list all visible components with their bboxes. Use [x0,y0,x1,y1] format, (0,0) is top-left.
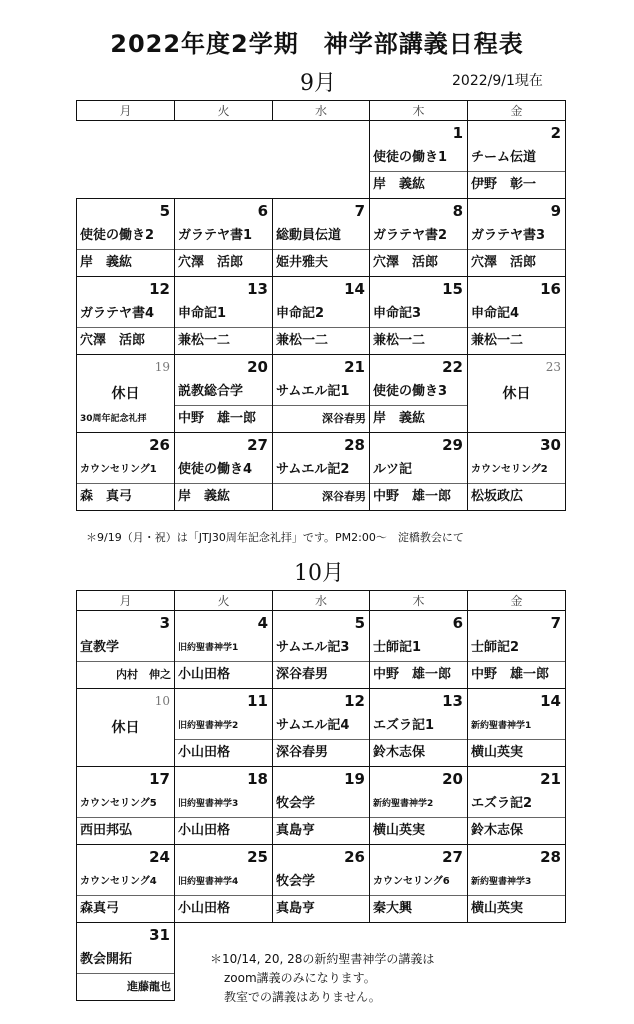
empty-cell [468,923,566,1001]
course-name: ガラテヤ書1 [175,223,272,250]
week-row [77,845,566,923]
october-note-line: 教室での講義はありません。 [224,990,381,1004]
lecturer-name: 穴澤 活郎 [373,255,439,270]
day-cell-oct-12 [273,689,370,767]
course-name: 使徒の働き2 [77,223,174,250]
course-name: 旧約聖書神学1 [175,635,272,662]
lecturer-name: 中野 雄一郎 [471,667,550,682]
day-cell-oct-17 [77,767,175,845]
day-number: 2 [550,124,561,142]
day-cell-oct-5 [273,611,370,689]
day-cell-sep-8 [370,199,468,277]
course-name: 士師記1 [370,635,467,662]
week-row [77,199,566,277]
day-number: 23 [545,360,561,374]
day-number: 25 [247,848,268,866]
lecturer-name: 小山田格 [178,745,231,760]
course-name: カウンセリング5 [77,791,174,818]
lecturer-name: 穴澤 活郎 [178,255,244,270]
day-number: 17 [149,770,170,788]
september-calendar [76,100,566,511]
day-cell-oct-4 [175,611,273,689]
day-cell-oct-21 [468,767,566,845]
weekday-mon: 月 [77,591,175,611]
weekday-mon: 月 [77,101,175,121]
course-name: カウンセリング4 [77,869,174,896]
lecturer-name: 鈴木志保 [471,823,524,838]
day-number: 7 [354,202,365,220]
course-name: サムエル記2 [273,457,369,484]
day-cell-oct-13 [370,689,468,767]
day-cell-oct-26 [273,845,370,923]
day-cell-oct-28 [468,845,566,923]
lecturer-name: 深谷春男 [322,490,366,503]
day-cell-sep-26 [77,433,175,511]
month-label-october: 10月 [294,561,344,586]
course-name: 旧約聖書神学3 [175,791,272,818]
day-number: 24 [149,848,170,866]
month-label-september: 9月 [300,71,336,96]
lecturer-name: 真島亨 [276,901,316,916]
day-number: 10 [154,694,170,708]
course-name: 宣教学 [77,635,174,662]
october-note-line: zoom講義のみになります。 [224,971,376,985]
holiday-label: 休日 [111,386,140,402]
course-name: ガラテヤ書4 [77,301,174,328]
course-name: サムエル記3 [273,635,369,662]
course-name: 申命記4 [468,301,565,328]
day-number: 31 [149,926,170,944]
september-note: ＊9/19（月・祝）は「JTJ30周年記念礼拝」です。PM2:00～ 淀橋教会にて [86,531,464,544]
course-name: 申命記2 [273,301,369,328]
day-number: 5 [354,614,365,632]
course-name: 旧約聖書神学2 [175,713,272,740]
day-cell-sep-15 [370,277,468,355]
day-cell-oct-10 [77,689,175,767]
october-calendar [76,590,566,1001]
course-name: エズラ記2 [468,791,565,818]
day-number: 21 [540,770,561,788]
day-number: 19 [344,770,365,788]
day-number: 27 [247,436,268,454]
day-number: 13 [442,692,463,710]
holiday-note: 30周年記念礼拝 [80,414,147,424]
lecturer-name: 穴澤 活郎 [80,333,146,348]
course-name: 説教総合学 [175,379,272,406]
day-number: 8 [452,202,463,220]
day-cell-oct-11 [175,689,273,767]
day-cell-sep-14 [273,277,370,355]
course-name: 使徒の働き4 [175,457,272,484]
day-cell-sep-1 [370,121,468,199]
day-cell-oct-14 [468,689,566,767]
lecturer-name: 兼松一二 [373,333,426,348]
lecturer-name: 横山英実 [471,745,524,760]
day-cell-sep-20 [175,355,273,433]
day-number: 7 [550,614,561,632]
day-number: 11 [247,692,268,710]
weekday-fri: 金 [468,101,566,121]
day-number: 27 [442,848,463,866]
day-number: 1 [452,124,463,142]
lecturer-name: 小山田格 [178,667,231,682]
lecturer-name: 中野 雄一郎 [178,411,257,426]
day-cell-oct-31 [77,923,175,1001]
course-name: カウンセリング6 [370,869,467,896]
day-number: 4 [257,614,268,632]
weekday-tue: 火 [175,591,273,611]
day-cell-oct-25 [175,845,273,923]
day-number: 6 [257,202,268,220]
lecturer-name: 深谷春男 [276,667,329,682]
weekday-tue: 火 [175,101,273,121]
day-number: 15 [442,280,463,298]
lecturer-name: 伊野 彰一 [471,177,537,192]
page-title: 2022年度2学期 神学部講義日程表 [110,30,524,58]
lecturer-name: 小山田格 [178,823,231,838]
day-number: 14 [540,692,561,710]
course-name: 旧約聖書神学4 [175,869,272,896]
weekday-header-row [77,591,566,611]
course-name: 士師記2 [468,635,565,662]
day-number: 12 [344,692,365,710]
day-cell-sep-29 [370,433,468,511]
lecturer-name: 穴澤 活郎 [471,255,537,270]
lecturer-name: 深谷春男 [276,745,329,760]
holiday-label: 休日 [502,386,531,402]
weekday-header-row [77,101,566,121]
day-cell-oct-24 [77,845,175,923]
lecturer-name: 中野 雄一郎 [373,489,452,504]
lecturer-name: 小山田格 [178,901,231,916]
lecturer-name: 横山英実 [373,823,426,838]
week-row [77,355,566,433]
course-name: ガラテヤ書3 [468,223,565,250]
day-number: 14 [344,280,365,298]
course-name: 新約聖書神学3 [468,869,565,896]
course-name: サムエル記1 [273,379,369,406]
day-number: 30 [540,436,561,454]
course-name: サムエル記4 [273,713,369,740]
day-cell-sep-19 [77,355,175,433]
october-note-line: ＊10/14, 20, 28の新約聖書神学の講義は [210,952,435,966]
day-number: 5 [159,202,170,220]
week-row [77,689,566,767]
course-name: 牧会学 [273,791,369,818]
day-number: 26 [149,436,170,454]
day-number: 22 [442,358,463,376]
october-note [210,950,434,1007]
day-cell-sep-22 [370,355,468,433]
course-name: ガラテヤ書2 [370,223,467,250]
course-name: カウンセリング2 [468,457,565,484]
day-number: 28 [344,436,365,454]
day-cell-sep-7 [273,199,370,277]
day-cell-oct-3 [77,611,175,689]
course-name: エズラ記1 [370,713,467,740]
lecturer-name: 兼松一二 [178,333,231,348]
holiday-label: 休日 [111,720,140,736]
day-number: 16 [540,280,561,298]
course-name: 申命記1 [175,301,272,328]
weekday-thu: 木 [370,101,468,121]
course-name: チーム伝道 [468,145,565,172]
lecturer-name: 森 真弓 [80,489,133,504]
day-cell-sep-23 [468,355,566,433]
lecturer-name: 真島亨 [276,823,316,838]
lecturer-name: 中野 雄一郎 [373,667,452,682]
empty-cell [77,121,175,199]
course-name: 使徒の働き1 [370,145,467,172]
day-number: 6 [452,614,463,632]
week-row [77,433,566,511]
day-cell-oct-20 [370,767,468,845]
week-row [77,121,566,199]
course-name: 牧会学 [273,869,369,896]
day-number: 29 [442,436,463,454]
day-cell-sep-21 [273,355,370,433]
course-name: カウンセリング1 [77,457,174,484]
day-number: 28 [540,848,561,866]
course-name: 新約聖書神学1 [468,713,565,740]
day-cell-sep-2 [468,121,566,199]
day-number: 19 [154,360,170,374]
lecturer-name: 岸 義紘 [373,177,426,192]
week-row [77,277,566,355]
day-number: 9 [550,202,561,220]
course-name: 総動員伝道 [273,223,369,250]
day-cell-oct-6 [370,611,468,689]
lecturer-name: 鈴木志保 [373,745,426,760]
day-cell-oct-7 [468,611,566,689]
day-number: 13 [247,280,268,298]
lecturer-name: 秦大興 [373,901,413,916]
day-cell-oct-19 [273,767,370,845]
day-cell-sep-27 [175,433,273,511]
lecturer-name: 岸 義紘 [373,411,426,426]
lecturer-name: 西田邦弘 [80,823,133,838]
day-cell-sep-28 [273,433,370,511]
week-row [77,611,566,689]
course-name: 使徒の働き3 [370,379,467,406]
day-cell-sep-9 [468,199,566,277]
day-number: 26 [344,848,365,866]
day-cell-sep-13 [175,277,273,355]
weekday-wed: 水 [273,101,370,121]
course-name: 新約聖書神学2 [370,791,467,818]
day-cell-sep-16 [468,277,566,355]
lecturer-name: 内村 伸之 [116,668,171,681]
lecturer-name: 森真弓 [80,901,120,916]
lecturer-name: 横山英実 [471,901,524,916]
day-number: 21 [344,358,365,376]
week-row [77,767,566,845]
day-cell-sep-30 [468,433,566,511]
lecturer-name: 岸 義紘 [80,255,133,270]
lecturer-name: 兼松一二 [276,333,329,348]
lecturer-name: 兼松一二 [471,333,524,348]
lecturer-name: 松坂政広 [471,489,524,504]
course-name: ルツ記 [370,457,467,484]
empty-cell [273,121,370,199]
course-name: 申命記3 [370,301,467,328]
day-number: 20 [247,358,268,376]
day-cell-sep-12 [77,277,175,355]
day-cell-sep-5 [77,199,175,277]
day-cell-oct-18 [175,767,273,845]
day-cell-sep-6 [175,199,273,277]
course-name: 教会開拓 [77,947,174,974]
day-number: 20 [442,770,463,788]
weekday-thu: 木 [370,591,468,611]
lecturer-name: 岸 義紘 [178,489,231,504]
day-number: 12 [149,280,170,298]
lecturer-name: 姫井雅夫 [276,255,329,270]
day-number: 3 [159,614,170,632]
lecturer-name: 進藤龍也 [127,980,171,993]
empty-cell [175,121,273,199]
weekday-fri: 金 [468,591,566,611]
day-cell-oct-27 [370,845,468,923]
day-number: 18 [247,770,268,788]
as-of-date: 2022/9/1現在 [452,73,543,89]
weekday-wed: 水 [273,591,370,611]
lecturer-name: 深谷春男 [322,412,366,425]
